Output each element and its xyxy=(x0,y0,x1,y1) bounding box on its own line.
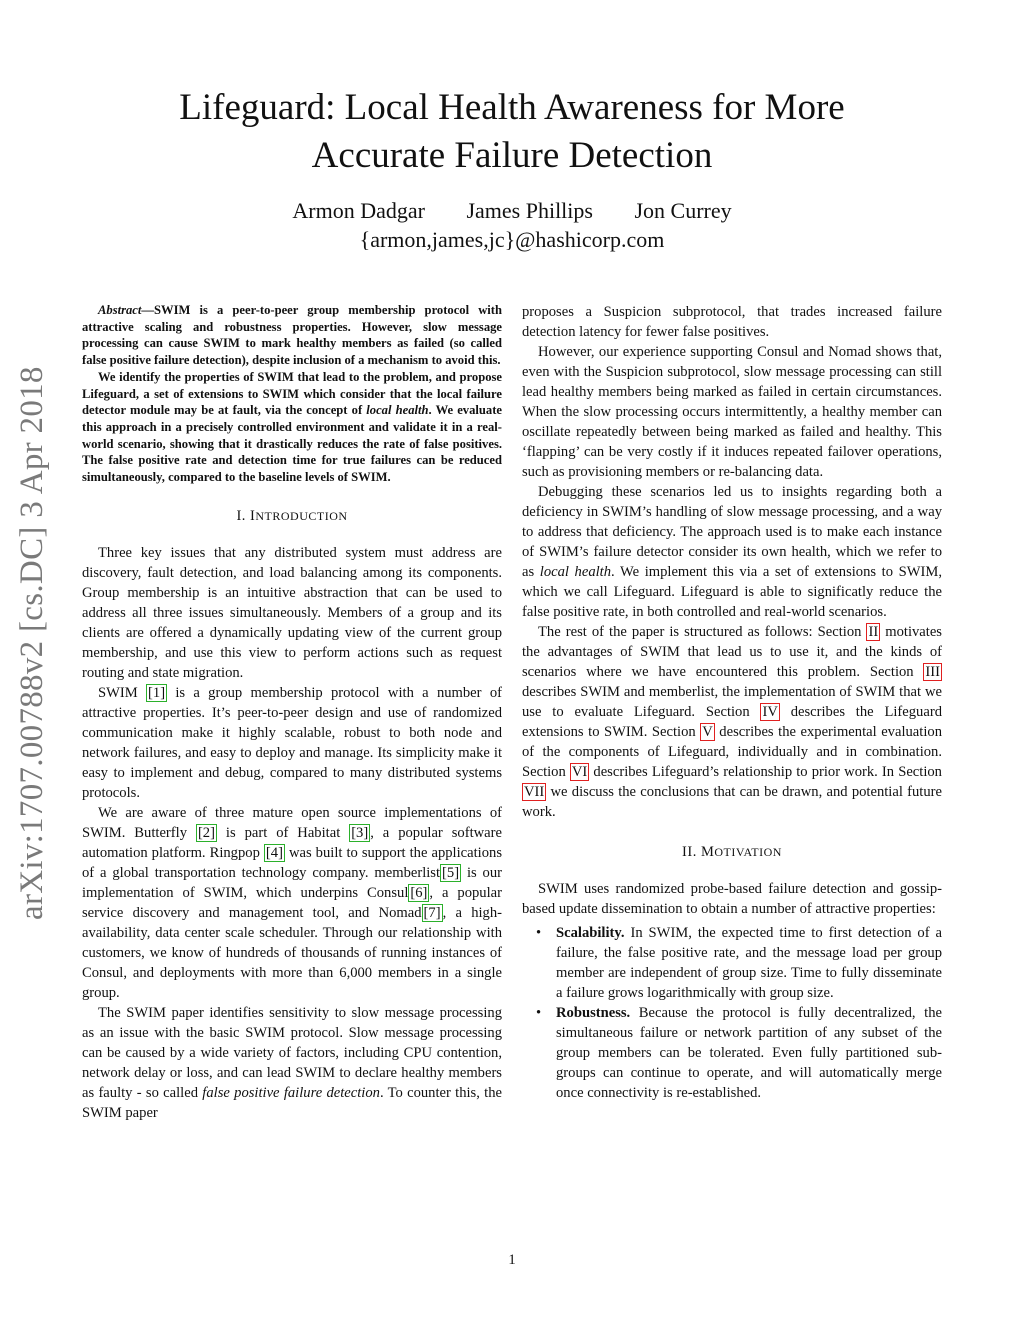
body-text: describes SWIM and memberlist, the implementation of SWIM that we use to evaluate Lifeguard. Section xyxy=(522,684,942,720)
section-reference-link[interactable]: III xyxy=(925,664,940,680)
body-text: Debugging these scenarios led us to insights regarding both a deficiency in SWIM’s handling of slow message processing, and a way to address that deficiency. The approach used is to make each instance of SWIM’s failure detector consider its own health, which we refer to as xyxy=(522,484,942,580)
list-item xyxy=(536,1003,942,1103)
list-item-text: Because the protocol is fully decentralized, the simultaneous failure or network partition of any subset of the group members can be tolerated. Even fully partitioned sub-groups can continue to operate, and will automatically merge once connectivity is re-established. xyxy=(556,1005,942,1101)
author-name: James Phillips xyxy=(466,198,593,223)
citation-link[interactable]: [6] xyxy=(410,884,428,901)
abstract-emphasis: local health xyxy=(366,403,429,418)
section-title-initial: M xyxy=(700,844,715,860)
body-text: , a popular software automation platform. Ringpop xyxy=(82,824,502,861)
section-reference-link[interactable]: IV xyxy=(762,704,778,720)
motivation-paragraph-1: SWIM uses randomized probe-based failure detection and gossip-based update dissemination to obtain a number of attractive properties: xyxy=(522,881,942,917)
paper-title xyxy=(100,84,924,180)
abstract-text: . We evaluate this approach in a precisely controlled environment and validate it in a real-world scenario, showing that it drastically reduces the rate of false positives. The false positive rate and detection time for true failures can be reduced simultaneously, compared to the baseline levels of SWIM. xyxy=(82,403,502,485)
body-text: is a group membership protocol with a number of attractive properties. It’s peer-to-peer design and use of randomized communication make it highly scalable, robust to both node and network failures, and easy to deploy and manage. Its simplicity make it easy to implement and debug, compared to many distributed systems protocols. xyxy=(82,684,502,801)
section-reference-link[interactable]: V xyxy=(702,724,713,740)
body-text: SWIM xyxy=(98,684,147,701)
body-text: describes the Lifeguard extensions to SWIM. Section xyxy=(522,704,942,740)
body-text: . We implement this via a set of extensions to SWIM, which we call Lifeguard. Lifeguard is able to significatly reduce the false positive rate, in both controlled and real-world scenarios. xyxy=(522,564,942,620)
citation-link[interactable]: [2] xyxy=(197,824,215,841)
intro-paragraph-1: Three key issues that any distributed system must address are discovery, fault detection, and load balancing among its components. Group membership is an intuitive abstraction that can be used to address all three issues simultaneously. Members of a group and its clients are offered a dynamically updating view of the current group membership, and use this view to perform actions such as request routing and state migration. xyxy=(82,544,502,681)
abstract-dash: — xyxy=(141,303,154,317)
section-title-rest: NTRODUCTION xyxy=(255,508,348,523)
intro-paragraph-6 xyxy=(522,482,942,622)
body-text: is our implementation of SWIM, which underpins Consul xyxy=(82,864,502,901)
body-text: We are aware of three mature open source implementations of SWIM. Butterfly xyxy=(82,804,502,841)
citation-link[interactable]: [3] xyxy=(351,824,369,841)
section-number: II. xyxy=(682,844,697,860)
body-text: , a popular service discovery and management tool, and Nomad xyxy=(82,884,502,921)
intro-paragraph-5: However, our experience supporting Consul and Nomad shows that, even with the Suspicion subprotocol, slow message processing can still lead healthy members being marked as failed in certain circumstances. When the slow processing occurs intermittently, a healthy member can oscillate repeatedly between being marked as failed and healthy. This ‘flapping’ can be very costly if it induces repeated failover operations, such as provisioning members or re-balancing data. xyxy=(522,344,942,480)
left-column xyxy=(82,302,502,1123)
body-emphasis: local health xyxy=(539,564,612,580)
section-heading-introduction xyxy=(82,508,502,525)
intro-paragraph-4 xyxy=(82,1003,502,1123)
body-text: The rest of the paper is structured as follows: Section xyxy=(538,624,867,640)
citation-link[interactable]: [4] xyxy=(265,844,283,861)
bullet-icon: • xyxy=(536,925,542,941)
body-text: describes the experimental evaluation of the components of Lifeguard, individually and in combination. Section xyxy=(522,724,942,780)
citation-link[interactable]: [1] xyxy=(148,684,166,701)
intro-paragraph-7 xyxy=(522,622,942,822)
author-list xyxy=(100,197,924,225)
title-line-1: Lifeguard: Local Health Awareness for More xyxy=(179,87,845,128)
body-text: was built to support the applications of a global transportation technology company. memberlist xyxy=(82,844,503,881)
right-column xyxy=(522,302,942,1103)
author-email: {armon,james,jc}@hashicorp.com xyxy=(359,227,665,252)
intro-paragraph-4-continued: proposes a Suspicion subprotocol, that trades increased failure detection latency for fewer false positives. xyxy=(522,304,942,340)
list-item-text: In SWIM, the expected time to first detection of a failure, the false positive rate, and the message load per group member are independent of group size. Time to fully disseminate a failure grows logarithmically with group size. xyxy=(556,925,942,1001)
body-text: is part of Habitat xyxy=(216,824,350,841)
body-text: we discuss the conclusions that can be drawn, and potential future work. xyxy=(522,784,942,820)
properties-list xyxy=(522,923,942,1103)
author-name: Jon Currey xyxy=(634,198,732,223)
body-text: . To counter this, the SWIM paper xyxy=(82,1084,502,1121)
abstract-paragraph-1 xyxy=(82,302,502,369)
intro-paragraph-3 xyxy=(82,803,502,1003)
body-text: , a high-availability, data center scale scheduler. Through our relationship with customers, we know of hundreds of thousands of running instances of Consul, and deployments with more than 6,000 members in a single group. xyxy=(82,904,502,1001)
page-number: 1 xyxy=(508,1252,516,1268)
intro-paragraph-2 xyxy=(82,683,502,803)
abstract-label: Abstract xyxy=(98,303,142,317)
title-line-2: Accurate Failure Detection xyxy=(311,135,713,176)
section-title-initial: I xyxy=(250,507,256,524)
author-name: Armon Dadgar xyxy=(292,198,425,223)
abstract-paragraph-2 xyxy=(82,369,502,486)
list-item-heading: Scalability. xyxy=(556,925,625,941)
list-item xyxy=(536,923,942,1003)
section-reference-link[interactable]: VII xyxy=(524,784,545,800)
body-text: motivates the advantages of SWIM that lead us to use it, and the kinds of scenarios where we have encountered this problem. Section xyxy=(522,624,942,680)
section-number: I. xyxy=(236,507,246,524)
arxiv-identifier: arXiv:1707.00788v2 [cs.DC] 3 Apr 2018 xyxy=(14,366,50,920)
citation-link[interactable]: [5] xyxy=(442,864,460,881)
section-title-rest: OTIVATION xyxy=(714,845,782,859)
bullet-icon: • xyxy=(536,1005,542,1021)
body-text: The SWIM paper identifies sensitivity to slow message processing as an issue with the basic SWIM protocol. Slow message processing can be caused by a wide variety of factors, including CPU contention, network delay or loss, and can lead SWIM to declare healthy members as faulty - so called xyxy=(82,1004,502,1101)
section-reference-link[interactable]: II xyxy=(868,624,879,640)
abstract-text: SWIM is a peer-to-peer group membership protocol with attractive scaling and robustness properties. However, slow message processing can cause SWIM to mark healthy members as failed (so called false positive failure detection), despite inclusion of a mechanism to avoid this. xyxy=(82,303,502,368)
body-text: describes Lifeguard’s relationship to prior work. In Section xyxy=(589,764,942,780)
section-heading-motivation xyxy=(522,844,942,861)
list-item-heading: Robustness. xyxy=(556,1005,631,1021)
body-emphasis: false positive failure detection xyxy=(202,1084,380,1101)
citation-link[interactable]: [7] xyxy=(423,904,441,921)
section-reference-link[interactable]: VI xyxy=(571,764,588,780)
abstract-text: We identify the properties of SWIM that lead to the problem, and propose Lifeguard, a set of extensions to SWIM which consider that the local failure detector module may be at fault, via the concept of xyxy=(82,369,502,418)
